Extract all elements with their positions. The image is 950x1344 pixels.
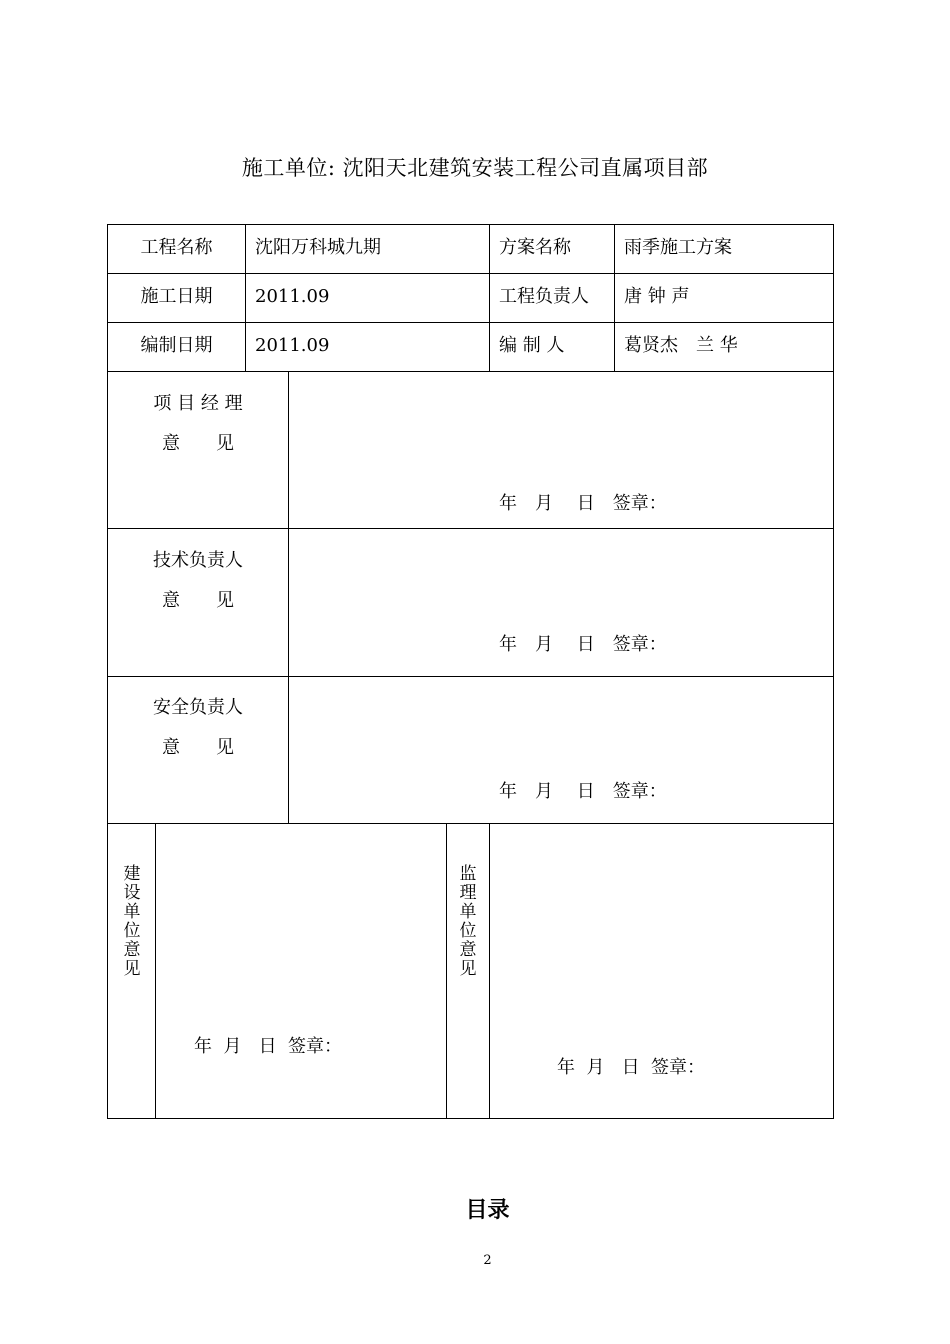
project-manager-sign-line: 年 月 日 签章：	[499, 493, 667, 514]
compiler-label: 编 制 人	[499, 335, 565, 356]
construction-date-value: 2011.09	[255, 286, 330, 307]
opinion-sub-label: 意 见	[162, 737, 234, 758]
safety-lead-opinion-label: 安全负责人	[153, 697, 243, 718]
column-divider	[489, 225, 490, 371]
column-divider	[155, 823, 156, 1119]
column-divider	[288, 371, 289, 823]
row-divider	[108, 273, 833, 274]
compiler-value: 葛贤杰 兰 华	[624, 335, 738, 356]
row-divider	[108, 528, 833, 529]
project-name-label: 工程名称	[140, 237, 213, 258]
construction-unit-heading: 施工单位: 沈阳天北建筑安装工程公司直属项目部	[241, 156, 709, 180]
column-divider	[446, 823, 447, 1119]
row-divider	[108, 322, 833, 323]
project-manager-opinion-label: 项 目 经 理	[153, 393, 243, 414]
supervisor-unit-opinion-label: 监理单位意见	[459, 864, 477, 979]
opinion-sub-label: 意 见	[162, 590, 234, 611]
construction-date-label: 施工日期	[140, 286, 213, 307]
table-of-contents-title: 目录	[465, 1198, 510, 1223]
column-divider	[489, 823, 490, 1119]
row-divider	[108, 371, 833, 372]
approval-form	[107, 224, 834, 1119]
technical-lead-opinion-label: 技术负责人	[153, 550, 243, 571]
owner-unit-sign-line: 年 月 日 签章：	[194, 1036, 343, 1057]
project-lead-label: 工程负责人	[499, 286, 589, 307]
plan-name-value: 雨季施工方案	[624, 237, 732, 258]
supervisor-unit-sign-line: 年 月 日 签章：	[557, 1057, 706, 1078]
column-divider	[245, 225, 246, 371]
project-name-value: 沈阳万科城九期	[255, 237, 381, 258]
compile-date-value: 2011.09	[255, 335, 330, 356]
compile-date-label: 编制日期	[140, 335, 213, 356]
owner-unit-opinion-label: 建设单位意见	[123, 864, 141, 979]
row-divider	[108, 676, 833, 677]
column-divider	[614, 225, 615, 371]
page-number: 2	[483, 1253, 492, 1268]
project-lead-value: 唐 钟 声	[624, 286, 690, 307]
plan-name-label: 方案名称	[499, 237, 571, 258]
opinion-sub-label: 意 见	[162, 433, 234, 454]
safety-lead-sign-line: 年 月 日 签章：	[499, 781, 667, 802]
technical-lead-sign-line: 年 月 日 签章：	[499, 634, 667, 655]
row-divider	[108, 823, 833, 824]
